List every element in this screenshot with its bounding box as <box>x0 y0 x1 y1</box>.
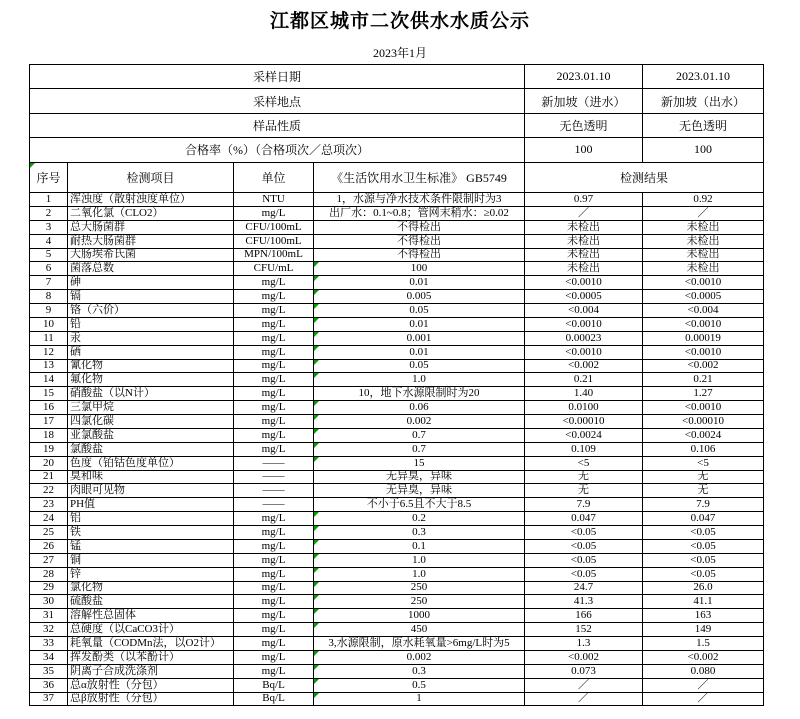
cell-unit: mg/L <box>234 526 314 540</box>
table-row <box>30 678 764 692</box>
cell-result-1: ／ <box>525 692 643 706</box>
cell-no: 11 <box>30 331 68 345</box>
cell-result-1: <0.0005 <box>525 290 643 304</box>
cell-result-2: 7.9 <box>643 498 764 512</box>
col-header-item: 检测项目 <box>68 163 234 193</box>
cell-result-2: <0.00010 <box>643 415 764 429</box>
cell-standard: 出厂水：0.1~0.8；管网末稍水：≥0.02 <box>314 206 525 220</box>
cell-unit: mg/L <box>234 415 314 429</box>
cell-no: 28 <box>30 567 68 581</box>
cell-result-1: 0.21 <box>525 373 643 387</box>
cell-result-1: 0.97 <box>525 193 643 207</box>
cell-standard: 0.3 <box>314 526 525 540</box>
table-row <box>30 498 764 512</box>
cell-unit: mg/L <box>234 637 314 651</box>
cell-item: 铁 <box>68 526 234 540</box>
cell-no: 32 <box>30 623 68 637</box>
cell-standard: 0.1 <box>314 539 525 553</box>
cell-item: 总大肠菌群 <box>68 220 234 234</box>
cell-result-2: 0.047 <box>643 512 764 526</box>
cell-item: 菌落总数 <box>68 262 234 276</box>
cell-no: 20 <box>30 456 68 470</box>
table-row <box>30 206 764 220</box>
cell-result-1: 无 <box>525 484 643 498</box>
cell-result-2: 无 <box>643 484 764 498</box>
table-row <box>30 470 764 484</box>
cell-result-1: <0.0010 <box>525 317 643 331</box>
table-row <box>30 581 764 595</box>
cell-no: 13 <box>30 359 68 373</box>
cell-no: 10 <box>30 317 68 331</box>
cell-result-1: 1.40 <box>525 387 643 401</box>
cell-result-2: <0.05 <box>643 553 764 567</box>
cell-standard: 1000 <box>314 609 525 623</box>
cell-standard: 0.01 <box>314 317 525 331</box>
table-row <box>30 428 764 442</box>
cell-no: 19 <box>30 442 68 456</box>
cell-result-1: 无 <box>525 470 643 484</box>
cell-result-2: <0.0024 <box>643 428 764 442</box>
cell-result-1: <5 <box>525 456 643 470</box>
cell-item: 臭和味 <box>68 470 234 484</box>
table-row <box>30 539 764 553</box>
cell-standard: 450 <box>314 623 525 637</box>
cell-unit: CFU/mL <box>234 262 314 276</box>
cell-unit: mg/L <box>234 387 314 401</box>
cell-result-1: <0.05 <box>525 526 643 540</box>
summary-value-2: 2023.01.10 <box>643 65 764 89</box>
cell-result-2: 未检出 <box>643 262 764 276</box>
cell-result-2: <0.0010 <box>643 276 764 290</box>
table-row <box>30 220 764 234</box>
cell-standard: 0.7 <box>314 428 525 442</box>
cell-standard: 15 <box>314 456 525 470</box>
cell-result-2: 0.00019 <box>643 331 764 345</box>
table-row <box>30 692 764 706</box>
cell-standard: 0.06 <box>314 401 525 415</box>
cell-unit: —— <box>234 498 314 512</box>
cell-item: 铅 <box>68 317 234 331</box>
results-table <box>29 162 764 706</box>
cell-result-1: ／ <box>525 678 643 692</box>
report-month: 2023年1月 <box>372 46 427 60</box>
cell-result-2: 未检出 <box>643 220 764 234</box>
cell-standard: 1.0 <box>314 567 525 581</box>
cell-item: 色度（铂钴色度单位） <box>68 456 234 470</box>
cell-result-1: 7.9 <box>525 498 643 512</box>
cell-item: 肉眼可见物 <box>68 484 234 498</box>
cell-result-1: 0.00023 <box>525 331 643 345</box>
table-row <box>30 595 764 609</box>
summary-value-2: 100 <box>643 138 764 162</box>
cell-item: 铜 <box>68 553 234 567</box>
cell-result-2: 149 <box>643 623 764 637</box>
cell-unit: mg/L <box>234 595 314 609</box>
cell-result-2: 0.21 <box>643 373 764 387</box>
summary-label: 样品性质 <box>30 113 525 137</box>
cell-unit: mg/L <box>234 331 314 345</box>
table-row <box>30 484 764 498</box>
cell-result-1: <0.05 <box>525 567 643 581</box>
cell-result-2: <0.05 <box>643 526 764 540</box>
cell-no: 6 <box>30 262 68 276</box>
table-row <box>30 304 764 318</box>
cell-result-2: 无 <box>643 470 764 484</box>
cell-unit: mg/L <box>234 206 314 220</box>
summary-value-1: 100 <box>525 138 643 162</box>
cell-no: 16 <box>30 401 68 415</box>
cell-item: 阴离子合成洗涤剂 <box>68 664 234 678</box>
cell-unit: mg/L <box>234 359 314 373</box>
cell-unit: mg/L <box>234 290 314 304</box>
cell-standard: 0.05 <box>314 359 525 373</box>
cell-result-2: ／ <box>643 678 764 692</box>
col-header-unit: 单位 <box>234 163 314 193</box>
cell-result-2: <0.05 <box>643 539 764 553</box>
cell-result-2: 0.106 <box>643 442 764 456</box>
cell-unit: Bq/L <box>234 692 314 706</box>
cell-no: 14 <box>30 373 68 387</box>
cell-result-2: 163 <box>643 609 764 623</box>
cell-result-2: <5 <box>643 456 764 470</box>
summary-label: 采样日期 <box>30 65 525 89</box>
cell-standard: 10，地下水源限制时为20 <box>314 387 525 401</box>
cell-result-2: <0.002 <box>643 650 764 664</box>
cell-result-1: 未检出 <box>525 234 643 248</box>
cell-unit: mg/L <box>234 623 314 637</box>
cell-item: 铝 <box>68 512 234 526</box>
table-row <box>30 415 764 429</box>
cell-result-1: 0.109 <box>525 442 643 456</box>
summary-row <box>30 89 764 113</box>
cell-unit: mg/L <box>234 304 314 318</box>
cell-no: 33 <box>30 637 68 651</box>
cell-result-1: 未检出 <box>525 262 643 276</box>
cell-standard: 不得检出 <box>314 220 525 234</box>
cell-no: 5 <box>30 248 68 262</box>
cell-item: 锌 <box>68 567 234 581</box>
cell-unit: MPN/100mL <box>234 248 314 262</box>
cell-item: 锰 <box>68 539 234 553</box>
table-row <box>30 567 764 581</box>
summary-table <box>29 64 764 163</box>
cell-unit: mg/L <box>234 317 314 331</box>
table-row <box>30 650 764 664</box>
cell-result-1: ／ <box>525 206 643 220</box>
cell-result-2: ／ <box>643 206 764 220</box>
cell-unit: mg/L <box>234 664 314 678</box>
cell-item: 溶解性总固体 <box>68 609 234 623</box>
summary-label: 采样地点 <box>30 89 525 113</box>
cell-result-2: 41.1 <box>643 595 764 609</box>
cell-standard: 0.01 <box>314 345 525 359</box>
cell-standard: 0.2 <box>314 512 525 526</box>
cell-item: 三氯甲烷 <box>68 401 234 415</box>
cell-result-2: <0.004 <box>643 304 764 318</box>
table-row <box>30 373 764 387</box>
cell-unit: Bq/L <box>234 678 314 692</box>
cell-standard: 1.0 <box>314 553 525 567</box>
cell-result-2: 未检出 <box>643 248 764 262</box>
cell-standard: 250 <box>314 595 525 609</box>
cell-unit: mg/L <box>234 609 314 623</box>
cell-no: 36 <box>30 678 68 692</box>
table-row <box>30 345 764 359</box>
summary-value-2: 新加坡（出水） <box>643 89 764 113</box>
cell-result-2: <0.0010 <box>643 317 764 331</box>
cell-unit: mg/L <box>234 512 314 526</box>
page-title: 江都区城市二次供水水质公示 <box>269 11 530 32</box>
cell-unit: mg/L <box>234 276 314 290</box>
cell-no: 17 <box>30 415 68 429</box>
cell-unit: mg/L <box>234 442 314 456</box>
cell-result-1: 166 <box>525 609 643 623</box>
cell-item: 铬（六价） <box>68 304 234 318</box>
cell-unit: CFU/100mL <box>234 234 314 248</box>
cell-no: 25 <box>30 526 68 540</box>
cell-result-1: <0.05 <box>525 553 643 567</box>
cell-result-1: <0.05 <box>525 539 643 553</box>
cell-no: 29 <box>30 581 68 595</box>
cell-unit: —— <box>234 484 314 498</box>
cell-item: 四氯化碳 <box>68 415 234 429</box>
summary-value-1: 无色透明 <box>525 113 643 137</box>
col-header-no: 序号 <box>30 163 68 193</box>
cell-no: 24 <box>30 512 68 526</box>
results-header-row <box>30 163 764 193</box>
cell-unit: NTU <box>234 193 314 207</box>
cell-standard: 1.0 <box>314 373 525 387</box>
cell-result-2: 未检出 <box>643 234 764 248</box>
cell-item: 二氧化氯（CLO2） <box>68 206 234 220</box>
table-row <box>30 609 764 623</box>
cell-no: 4 <box>30 234 68 248</box>
cell-item: 汞 <box>68 331 234 345</box>
cell-unit: mg/L <box>234 539 314 553</box>
cell-result-1: 未检出 <box>525 248 643 262</box>
cell-standard: 0.5 <box>314 678 525 692</box>
cell-item: 亚氯酸盐 <box>68 428 234 442</box>
summary-row <box>30 65 764 89</box>
cell-result-1: <0.0010 <box>525 345 643 359</box>
cell-item: 氰化物 <box>68 359 234 373</box>
cell-unit: mg/L <box>234 581 314 595</box>
cell-standard: 100 <box>314 262 525 276</box>
cell-standard: 1，水源与净水技术条件限制时为3 <box>314 193 525 207</box>
cell-item: 大肠埃希氏菌 <box>68 248 234 262</box>
cell-result-1: 未检出 <box>525 220 643 234</box>
col-header-standard: 《生活饮用水卫生标准》 GB5749 <box>314 163 525 193</box>
table-row <box>30 401 764 415</box>
cell-item: 硝酸盐（以N计） <box>68 387 234 401</box>
cell-result-1: 152 <box>525 623 643 637</box>
cell-result-2: ／ <box>643 692 764 706</box>
cell-no: 26 <box>30 539 68 553</box>
cell-unit: mg/L <box>234 428 314 442</box>
cell-no: 1 <box>30 193 68 207</box>
table-row <box>30 193 764 207</box>
table-row <box>30 512 764 526</box>
cell-standard: 无异臭，异味 <box>314 484 525 498</box>
cell-standard: 无异臭，异味 <box>314 470 525 484</box>
table-row <box>30 290 764 304</box>
cell-unit: mg/L <box>234 345 314 359</box>
cell-result-1: 1.3 <box>525 637 643 651</box>
cell-unit: mg/L <box>234 650 314 664</box>
cell-standard: 0.001 <box>314 331 525 345</box>
cell-no: 31 <box>30 609 68 623</box>
table-row <box>30 442 764 456</box>
cell-result-2: <0.002 <box>643 359 764 373</box>
cell-item: 总硬度（以CaCO3计） <box>68 623 234 637</box>
cell-standard: 不得检出 <box>314 248 525 262</box>
table-row <box>30 623 764 637</box>
cell-result-1: <0.0010 <box>525 276 643 290</box>
cell-no: 37 <box>30 692 68 706</box>
cell-no: 27 <box>30 553 68 567</box>
cell-result-1: <0.002 <box>525 650 643 664</box>
cell-standard: 0.002 <box>314 415 525 429</box>
table-row <box>30 262 764 276</box>
cell-result-1: 41.3 <box>525 595 643 609</box>
table-row <box>30 526 764 540</box>
cell-standard: 3,水源限制，原水耗氧量>6mg/L时为5 <box>314 637 525 651</box>
cell-result-1: <0.004 <box>525 304 643 318</box>
cell-item: 砷 <box>68 276 234 290</box>
cell-result-2: <0.0010 <box>643 401 764 415</box>
col-header-result: 检测结果 <box>525 163 764 193</box>
summary-table-body <box>30 65 764 163</box>
cell-no: 23 <box>30 498 68 512</box>
cell-no: 35 <box>30 664 68 678</box>
cell-standard: 0.7 <box>314 442 525 456</box>
cell-no: 21 <box>30 470 68 484</box>
table-row <box>30 637 764 651</box>
cell-item: 硒 <box>68 345 234 359</box>
cell-no: 9 <box>30 304 68 318</box>
cell-result-2: 26.0 <box>643 581 764 595</box>
cell-result-2: <0.05 <box>643 567 764 581</box>
cell-no: 18 <box>30 428 68 442</box>
cell-unit: mg/L <box>234 373 314 387</box>
cell-result-1: 0.047 <box>525 512 643 526</box>
cell-item: PH值 <box>68 498 234 512</box>
cell-item: 镉 <box>68 290 234 304</box>
cell-standard: 0.05 <box>314 304 525 318</box>
cell-no: 8 <box>30 290 68 304</box>
cell-no: 7 <box>30 276 68 290</box>
cell-no: 30 <box>30 595 68 609</box>
summary-value-1: 新加坡（进水） <box>525 89 643 113</box>
cell-result-1: 0.073 <box>525 664 643 678</box>
cell-no: 15 <box>30 387 68 401</box>
table-row <box>30 276 764 290</box>
cell-unit: mg/L <box>234 567 314 581</box>
cell-standard: 不得检出 <box>314 234 525 248</box>
cell-no: 3 <box>30 220 68 234</box>
summary-value-2: 无色透明 <box>643 113 764 137</box>
cell-result-1: <0.002 <box>525 359 643 373</box>
cell-unit: mg/L <box>234 553 314 567</box>
cell-result-1: <0.0024 <box>525 428 643 442</box>
table-row <box>30 456 764 470</box>
table-row <box>30 359 764 373</box>
cell-result-2: 1.5 <box>643 637 764 651</box>
results-table-body <box>30 193 764 706</box>
table-row <box>30 553 764 567</box>
cell-item: 浑浊度（散射浊度单位） <box>68 193 234 207</box>
cell-unit: mg/L <box>234 401 314 415</box>
cell-result-2: 1.27 <box>643 387 764 401</box>
cell-no: 22 <box>30 484 68 498</box>
cell-item: 耗氧量（CODMn法，以O2计） <box>68 637 234 651</box>
cell-item: 总α放射性（分包） <box>68 678 234 692</box>
cell-no: 2 <box>30 206 68 220</box>
cell-result-2: <0.0010 <box>643 345 764 359</box>
cell-no: 34 <box>30 650 68 664</box>
table-row <box>30 331 764 345</box>
cell-unit: —— <box>234 456 314 470</box>
summary-row <box>30 138 764 162</box>
summary-label: 合格率（%）（合格项次／总项次） <box>30 138 525 162</box>
cell-item: 氟化物 <box>68 373 234 387</box>
table-row <box>30 234 764 248</box>
cell-item: 硫酸盐 <box>68 595 234 609</box>
cell-item: 氯酸盐 <box>68 442 234 456</box>
cell-item: 氯化物 <box>68 581 234 595</box>
cell-item: 挥发酚类（以苯酚计） <box>68 650 234 664</box>
table-row <box>30 248 764 262</box>
table-row <box>30 664 764 678</box>
cell-standard: 0.01 <box>314 276 525 290</box>
table-row <box>30 317 764 331</box>
cell-standard: 0.3 <box>314 664 525 678</box>
cell-standard: 0.005 <box>314 290 525 304</box>
cell-item: 耐热大肠菌群 <box>68 234 234 248</box>
cell-result-2: 0.92 <box>643 193 764 207</box>
table-row <box>30 387 764 401</box>
cell-standard: 250 <box>314 581 525 595</box>
summary-row <box>30 113 764 137</box>
cell-result-1: 0.0100 <box>525 401 643 415</box>
cell-item: 总β放射性（分包） <box>68 692 234 706</box>
cell-result-2: 0.080 <box>643 664 764 678</box>
cell-result-2: <0.0005 <box>643 290 764 304</box>
cell-result-1: <0.00010 <box>525 415 643 429</box>
cell-unit: CFU/100mL <box>234 220 314 234</box>
cell-no: 12 <box>30 345 68 359</box>
cell-standard: 1 <box>314 692 525 706</box>
cell-unit: —— <box>234 470 314 484</box>
cell-result-1: 24.7 <box>525 581 643 595</box>
cell-standard: 0.002 <box>314 650 525 664</box>
cell-standard: 不小于6.5且不大于8.5 <box>314 498 525 512</box>
summary-value-1: 2023.01.10 <box>525 65 643 89</box>
